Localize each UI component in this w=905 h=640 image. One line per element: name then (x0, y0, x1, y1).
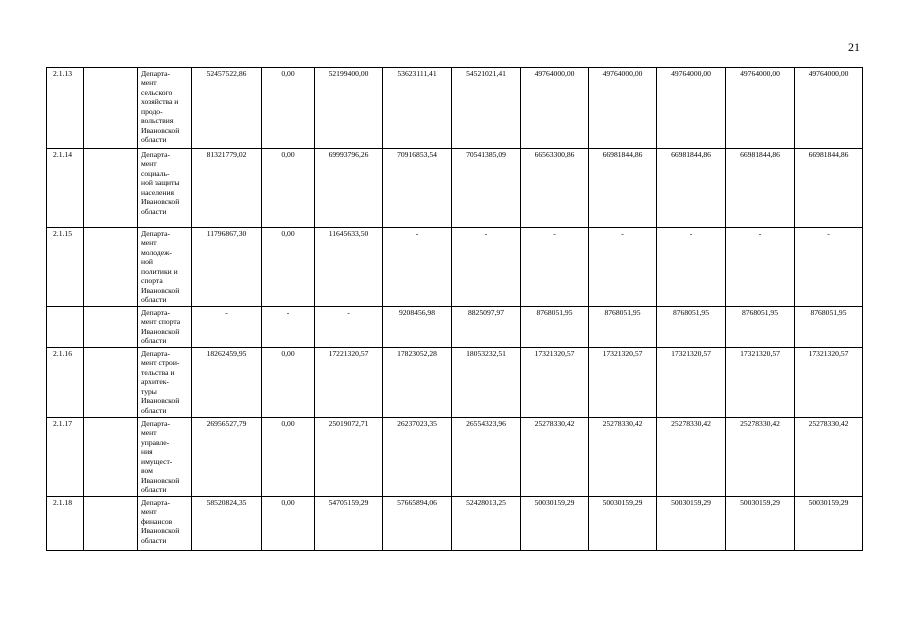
amount-cell: 50030159,29 (589, 496, 657, 550)
amount-cell: 70541385,09 (452, 149, 521, 228)
amount-cell: 52457522,86 (192, 68, 262, 149)
amount-cell: 57665894,06 (383, 496, 452, 550)
amount-cell: - (315, 306, 383, 347)
department-name (138, 149, 192, 228)
department-name-line: мент (141, 159, 157, 169)
department-name-line: мент спорта (141, 317, 181, 327)
amount-cell: 17823052,28 (383, 347, 452, 417)
table-row (47, 347, 863, 417)
budget-table (46, 67, 863, 551)
amount-cell: - (657, 228, 726, 307)
amount-cell: 0,00 (262, 68, 315, 149)
department-name-line: Ивановской (141, 326, 180, 336)
department-name-line: области (141, 405, 167, 415)
table-row (47, 68, 863, 149)
department-name-line: области (141, 485, 167, 495)
amount-cell: 26956527,79 (192, 417, 262, 496)
department-name (138, 496, 192, 550)
amount-cell: 8768051,95 (726, 306, 795, 347)
department-name-line: Ивановской (141, 197, 180, 207)
department-name-line: Департа- (141, 150, 171, 159)
amount-cell: - (262, 306, 315, 347)
department-name-line: области (141, 535, 167, 545)
department-name-line: Ивановской (141, 475, 180, 485)
amount-cell: 50030159,29 (795, 496, 863, 550)
amount-cell: - (192, 306, 262, 347)
department-name-line: Департа- (141, 348, 171, 358)
amount-cell: 25019072,71 (315, 417, 383, 496)
blank-cell (84, 228, 138, 307)
amount-cell: 50030159,29 (521, 496, 589, 550)
blank-cell (84, 68, 138, 149)
amount-cell: 0,00 (262, 228, 315, 307)
amount-cell: 70916853,54 (383, 149, 452, 228)
department-name-line: социаль- (141, 168, 170, 178)
department-name-line: ной защиты (141, 178, 180, 188)
row-code (47, 306, 84, 347)
department-name-line: области (141, 295, 167, 305)
amount-cell: 11796867,30 (192, 228, 262, 307)
department-name-line: Департа- (141, 307, 171, 317)
blank-cell (84, 496, 138, 550)
amount-cell: 8768051,95 (795, 306, 863, 347)
row-code: 2.1.16 (47, 347, 84, 417)
department-name-line: продо- (141, 106, 163, 116)
amount-cell: 8768051,95 (521, 306, 589, 347)
department-name (138, 347, 192, 417)
department-name-line: управле- (141, 437, 170, 447)
amount-cell: 17321320,57 (589, 347, 657, 417)
amount-cell: - (383, 228, 452, 307)
department-name-line: Ивановской (141, 285, 180, 295)
row-code: 2.1.13 (47, 68, 84, 149)
amount-cell: 54705159,29 (315, 496, 383, 550)
department-name-line: мент (141, 428, 157, 438)
amount-cell: 50030159,29 (726, 496, 795, 550)
blank-cell (84, 347, 138, 417)
amount-cell: 49764000,00 (726, 68, 795, 149)
department-name-line: вольствия (141, 116, 174, 126)
amount-cell: 66981844,86 (795, 149, 863, 228)
amount-cell: 9208456,98 (383, 306, 452, 347)
amount-cell: 17321320,57 (726, 347, 795, 417)
budget-rows (47, 68, 863, 551)
amount-cell: 26554323,96 (452, 417, 521, 496)
amount-cell: 25278330,42 (657, 417, 726, 496)
amount-cell: 52199400,00 (315, 68, 383, 149)
department-name (138, 68, 192, 149)
table-row (47, 496, 863, 550)
department-name-line: Департа- (141, 418, 171, 428)
department-name-line: Департа- (141, 497, 171, 507)
amount-cell: 8768051,95 (657, 306, 726, 347)
department-name-line: мент (141, 238, 157, 248)
department-name (138, 228, 192, 307)
department-name-line: мент (141, 507, 157, 517)
amount-cell: 49764000,00 (589, 68, 657, 149)
department-name-line: туры (141, 386, 157, 396)
amount-cell: 53623111,41 (383, 68, 452, 149)
department-name-line: архитек- (141, 377, 169, 387)
department-name-line: спорта (141, 276, 163, 286)
department-name-line: области (141, 336, 167, 346)
amount-cell: - (452, 228, 521, 307)
department-name-line: тельства и (141, 367, 175, 377)
amount-cell: 17321320,57 (657, 347, 726, 417)
department-name-line: политики и (141, 266, 178, 276)
department-name-line: Ивановской (141, 526, 180, 536)
department-name-line: области (141, 206, 167, 216)
department-name-line: хозяйства и (141, 97, 179, 107)
blank-cell (84, 306, 138, 347)
amount-cell: 49764000,00 (521, 68, 589, 149)
amount-cell: 11645633,50 (315, 228, 383, 307)
amount-cell: 25278330,42 (521, 417, 589, 496)
table-row (47, 306, 863, 347)
row-code: 2.1.14 (47, 149, 84, 228)
amount-cell: 66981844,86 (657, 149, 726, 228)
amount-cell: 54521021,41 (452, 68, 521, 149)
amount-cell: 8825097,97 (452, 306, 521, 347)
department-name (138, 417, 192, 496)
table-row (47, 417, 863, 496)
amount-cell: - (589, 228, 657, 307)
row-code: 2.1.17 (47, 417, 84, 496)
amount-cell: 66563300,86 (521, 149, 589, 228)
department-name-line: Департа- (141, 229, 171, 238)
amount-cell: 58520824,35 (192, 496, 262, 550)
amount-cell: 26237023,35 (383, 417, 452, 496)
amount-cell: 25278330,42 (795, 417, 863, 496)
amount-cell: 0,00 (262, 149, 315, 228)
amount-cell: - (726, 228, 795, 307)
blank-cell (84, 149, 138, 228)
amount-cell: 49764000,00 (657, 68, 726, 149)
amount-cell: 0,00 (262, 496, 315, 550)
amount-cell: 17221320,57 (315, 347, 383, 417)
page-number: 21 (848, 40, 860, 54)
amount-cell: 0,00 (262, 347, 315, 417)
amount-cell: 18053232,51 (452, 347, 521, 417)
amount-cell: 17321320,57 (795, 347, 863, 417)
department-name-line: мент (141, 78, 157, 88)
amount-cell: 50030159,29 (657, 496, 726, 550)
blank-cell (84, 417, 138, 496)
row-code: 2.1.18 (47, 496, 84, 550)
department-name-line: Ивановской (141, 396, 180, 406)
amount-cell: 69993796,26 (315, 149, 383, 228)
department-name-line: вом (141, 466, 153, 476)
amount-cell: 52428013,25 (452, 496, 521, 550)
department-name (138, 306, 192, 347)
department-name-line: мент строи- (141, 358, 180, 368)
department-name-line: населения (141, 187, 175, 197)
amount-cell: 8768051,95 (589, 306, 657, 347)
amount-cell: 18262459,95 (192, 347, 262, 417)
amount-cell: 25278330,42 (589, 417, 657, 496)
department-name-line: ной (141, 257, 153, 267)
table-row (47, 149, 863, 228)
amount-cell: 0,00 (262, 417, 315, 496)
amount-cell: 66981844,86 (589, 149, 657, 228)
department-name-line: молодеж- (141, 247, 172, 257)
amount-cell: - (521, 228, 589, 307)
amount-cell: 17321320,57 (521, 347, 589, 417)
amount-cell: 66981844,86 (726, 149, 795, 228)
department-name-line: Ивановской (141, 125, 180, 135)
amount-cell: 25278330,42 (726, 417, 795, 496)
amount-cell: 49764000,00 (795, 68, 863, 149)
amount-cell: - (795, 228, 863, 307)
row-code: 2.1.15 (47, 228, 84, 307)
department-name-line: сельского (141, 87, 173, 97)
department-name-line: Департа- (141, 69, 171, 78)
department-name-line: ния (141, 447, 153, 457)
amount-cell: 81321779,02 (192, 149, 262, 228)
department-name-line: области (141, 135, 167, 145)
table-row (47, 228, 863, 307)
department-name-line: имущест- (141, 456, 173, 466)
department-name-line: финансов (141, 516, 173, 526)
